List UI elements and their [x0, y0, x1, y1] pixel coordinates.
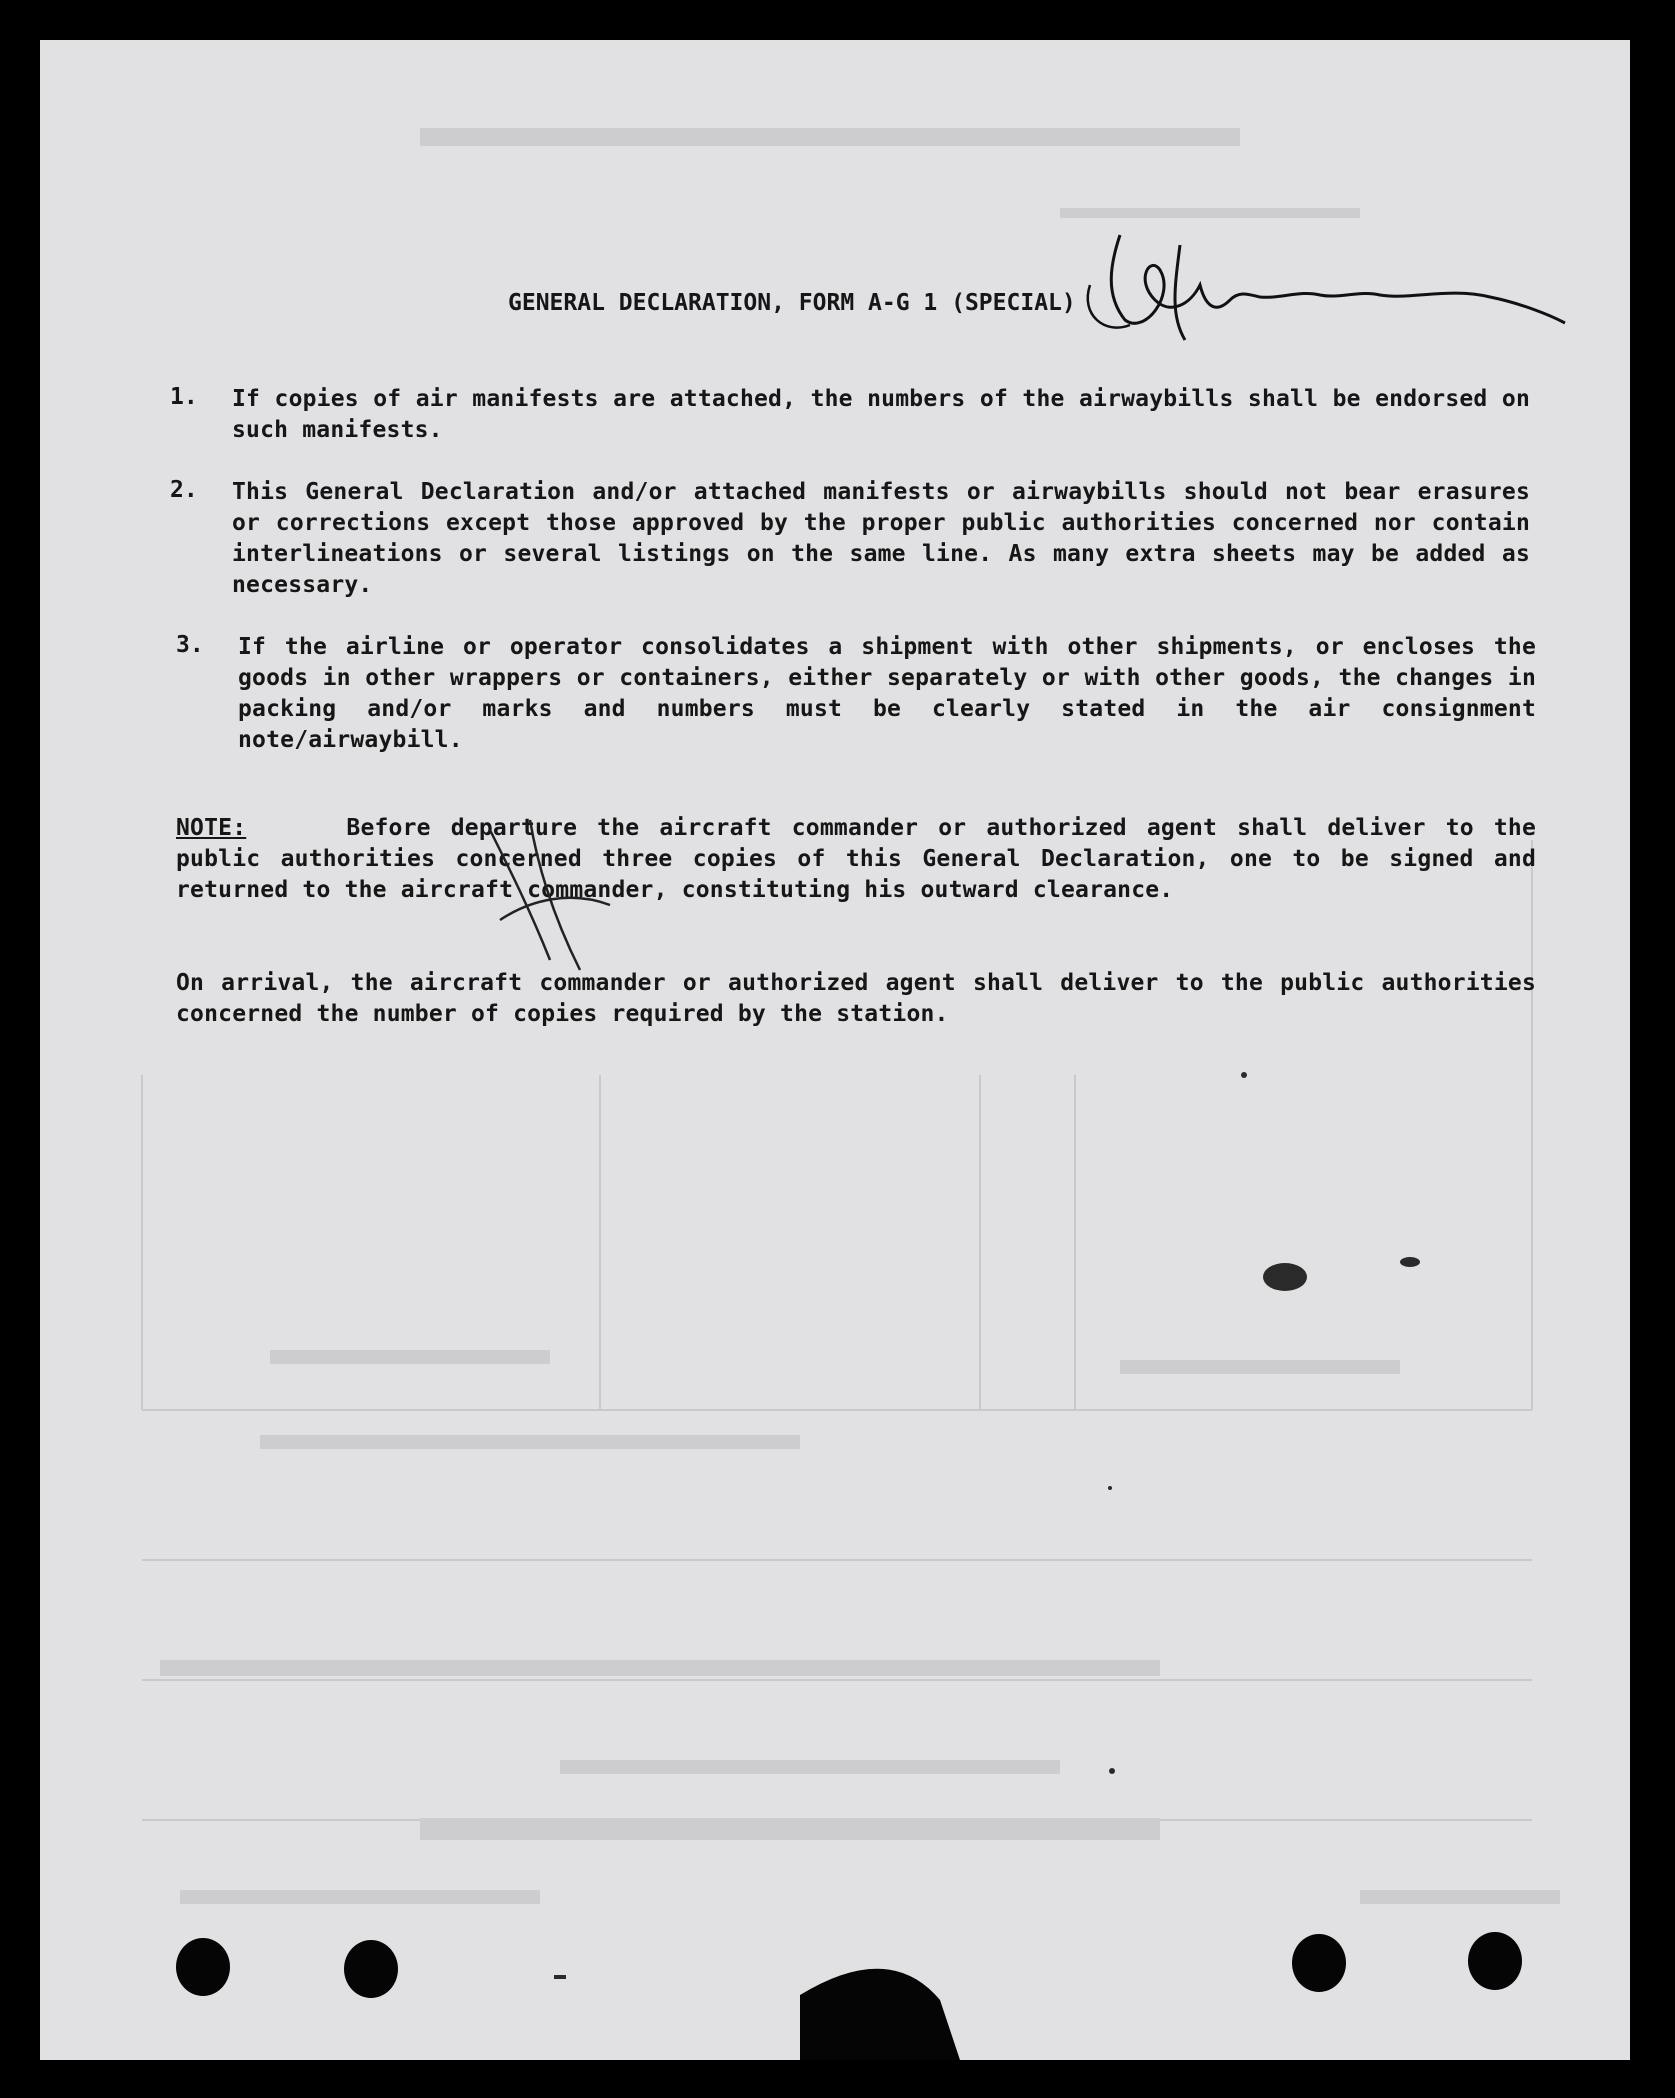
item-3-text: If the airline or operator consolidates a shipment with other shipments, or encloses the goods in other wrappers or containers, either separately or with other goods, the changes in packing and/or marks and numbers must be clearly stated in the air consignment note/airwaybill.: [238, 634, 1536, 753]
form-title: GENERAL DECLARATION, FORM A-G 1 (SPECIAL): [508, 290, 1076, 316]
handwritten-signature: [1050, 225, 1570, 355]
arrival-paragraph: On arrival, the aircraft commander or authorized agent shall deliver to the public authorities concerned the number of copies required by the station.: [176, 970, 1536, 1027]
item-2-text: This General Declaration and/or attached manifests or airwaybills should not bear erasures or corrections except those approved by the proper public authorities concerned nor contain interlineations or several listings on the same line. As many extra sheets may be added as necessary.: [232, 479, 1530, 598]
item-3-number: 3.: [176, 632, 204, 658]
document-page: [40, 40, 1630, 2060]
note-paragraph: [176, 813, 1536, 906]
punch-hole: [1468, 1932, 1522, 1990]
bleed-through-marks: [40, 40, 1630, 2060]
item-1-text: If copies of air manifests are attached, the numbers of the airwaybills shall be endorsed on such manifests.: [232, 386, 1530, 443]
note-text: Before departure the aircraft commander or authorized agent shall deliver to the public authorities concerned three copies of this General Declaration, one to be signed and returned to the aircraft commander, constituting his outward clearance.: [176, 815, 1536, 903]
note-label: NOTE:: [176, 815, 247, 841]
item-1-number: 1.: [170, 384, 198, 410]
punch-hole: [1292, 1934, 1346, 1992]
item-2-number: 2.: [170, 477, 198, 503]
punch-hole: [176, 1938, 230, 1996]
punch-hole: [344, 1940, 398, 1998]
